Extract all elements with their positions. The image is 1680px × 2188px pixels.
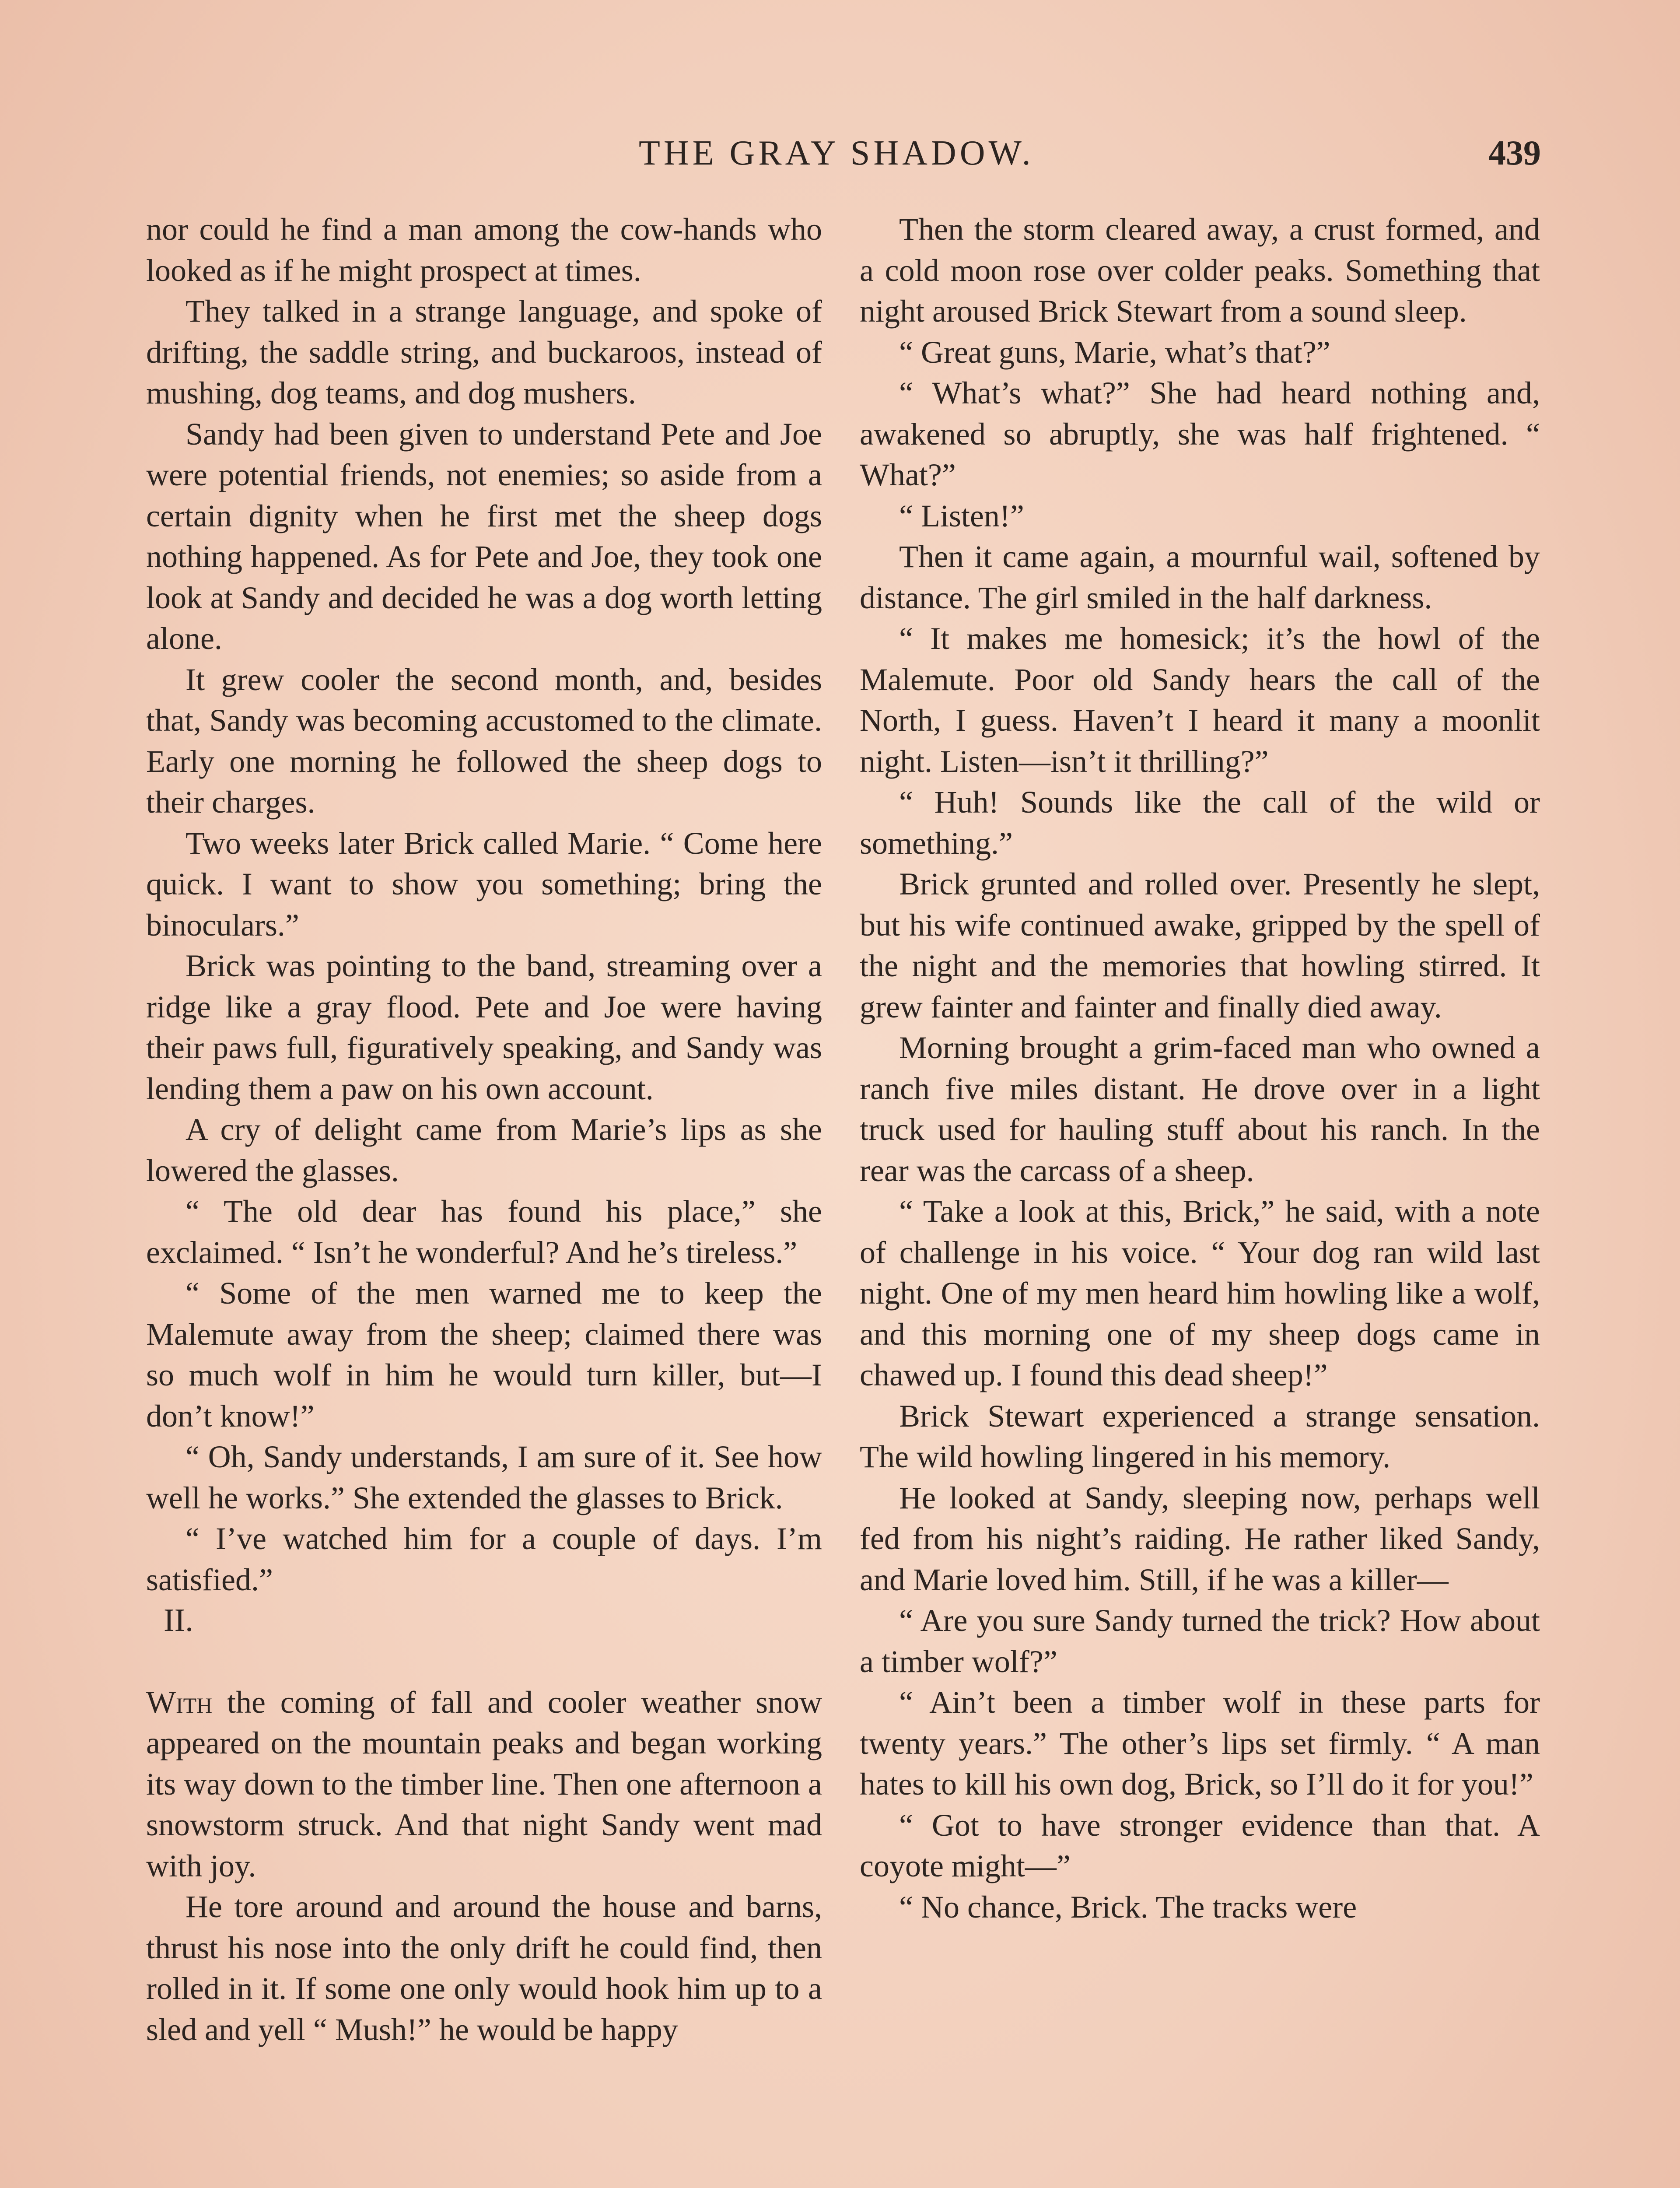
paragraph: “ It makes me homesick; it’s the howl of the Malemute. Poor old Sandy hears the call of the North, I guess. Haven’t I heard it many a moonlit night. Listen—isn’t it thrilling?” <box>860 621 1540 779</box>
paragraph: “ Ain’t been a timber wolf in these parts for twenty years.” The other’s lips set firmly. “ A man hates to kill his own dog, Brick, so I’ll do it for you!” <box>860 1685 1540 1802</box>
paragraph: He looked at Sandy, sleeping now, perhaps well fed from his night’s raiding. He rather liked Sandy, and Marie loved him. Still, if he was a killer— <box>860 1480 1540 1597</box>
paragraph: “ No chance, Brick. The tracks were <box>899 1889 1357 1925</box>
paragraph: “ Listen!” <box>899 498 1024 533</box>
paragraph: Brick was pointing to the band, streaming over a ridge like a gray flood. Pete and Joe were having their paws full, figuratively speaking, and Sandy was lending them a paw on his own account. <box>146 948 822 1106</box>
paragraph: “ The old dear has found his place,” she exclaimed. “ Isn’t he wonderful? And he’s tireless.” <box>146 1194 822 1270</box>
paragraph: Then it came again, a mournful wail, softened by distance. The girl smiled in the half darkness. <box>860 539 1540 615</box>
paragraph: “ I’ve watched him for a couple of days. I’m satisfied.” <box>146 1521 822 1597</box>
paragraph: “ Great guns, Marie, what’s that?” <box>899 334 1330 370</box>
paragraph: Morning brought a grim-faced man who owned a ranch five miles distant. He drove over in a light truck used for hauling stuff about his ranch. In the rear was the carcass of a sheep. <box>860 1030 1540 1188</box>
drop-lead-word: With <box>146 1684 213 1720</box>
paragraph: They talked in a strange language, and spoke of drifting, the saddle string, and buckaroos, instead of mushing, dog teams, and dog mushers. <box>146 294 822 410</box>
paragraph: “ Are you sure Sandy turned the trick? How about a timber wolf?” <box>860 1603 1540 1679</box>
section-spacer <box>146 1641 822 1682</box>
section-heading: II. <box>164 1602 193 1638</box>
paragraph-text: the coming of fall and cooler weather snow appeared on the mountain peaks and began working its way down to the timber line. Then one afternoon a snowstorm struck. And that night Sandy went mad with joy. <box>146 1684 822 1883</box>
paragraph: Two weeks later Brick called Marie. “ Come here quick. I want to show you something; bring the binoculars.” <box>146 825 822 943</box>
paragraph: Brick Stewart experienced a strange sensation. The wild howling lingered in his memory. <box>860 1398 1540 1474</box>
paragraph: Brick grunted and rolled over. Presently he slept, but his wife continued awake, gripped by the spell of the night and the memories that howling stirred. It grew fainter and fainter and finally died away. <box>860 866 1540 1024</box>
paragraph: Sandy had been given to understand Pete and Joe were potential friends, not enemies; so aside from a certain dignity when he first met the sheep dogs nothing happened. As for Pete and Joe, they took one look at Sandy and decided he was a dog worth letting alone. <box>146 416 822 656</box>
running-head <box>0 133 1680 182</box>
page-number: 439 <box>1488 134 1541 172</box>
left-column <box>146 209 822 2050</box>
paragraph: nor could he find a man among the cow-hands who looked as if he might prospect at times. <box>146 212 822 288</box>
paragraph: “ Got to have stronger evidence than that. A coyote might—” <box>860 1807 1540 1883</box>
paragraph: It grew cooler the second month, and, besides that, Sandy was becoming accustomed to the climate. Early one morning he followed the sheep dogs to their charges. <box>146 662 822 820</box>
paragraph: “ Take a look at this, Brick,” he said, with a note of challenge in his voice. “ Your dog ran wild last night. One of my men heard him howling like a wolf, and this morning one of my sheep dogs came in chawed up. I found this dead sheep!” <box>860 1194 1540 1392</box>
paragraph: “ Oh, Sandy understands, I am sure of it. See how well he works.” She extended the glasses to Brick. <box>146 1439 822 1515</box>
paragraph: Then the storm cleared away, a crust formed, and a cold moon rose over colder peaks. Something that night aroused Brick Stewart from a sound sleep. <box>860 212 1540 329</box>
paragraph: “ Some of the men warned me to keep the Malemute away from the sheep; claimed there was so much wolf in him he would turn killer, but—I don’t know!” <box>146 1276 822 1434</box>
paragraph: “ What’s what?” She had heard nothing and, awakened so abruptly, she was half frightened. “ What?” <box>860 375 1540 492</box>
paragraph: “ Huh! Sounds like the call of the wild or something.” <box>860 785 1540 861</box>
story-title: THE GRAY SHADOW. <box>639 134 1034 172</box>
paragraph-section-opening <box>146 1682 822 1887</box>
paragraph: A cry of delight came from Marie’s lips as she lowered the glasses. <box>146 1112 822 1188</box>
right-column <box>860 209 1540 1928</box>
paragraph: He tore around and around the house and barns, thrust his nose into the only drift he could find, then rolled in it. If some one only would hook him up to a sled and yell “ Mush!” he would be happy <box>146 1889 822 2047</box>
